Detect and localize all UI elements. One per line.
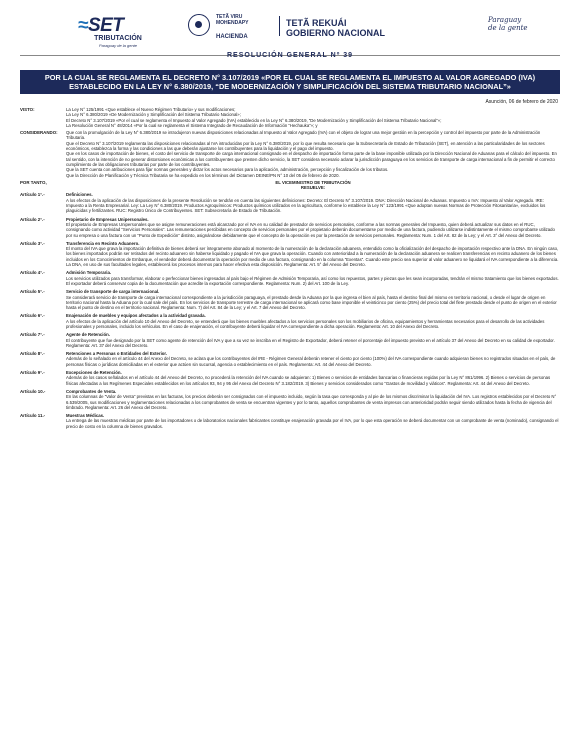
article-title: Transferencia en Recinto Aduanero. <box>66 240 140 246</box>
por-tanto-label: POR TANTO, <box>20 179 47 185</box>
set-logo-text: SET <box>87 15 124 36</box>
set-logo-sub: Paraguay de la gente <box>98 43 138 48</box>
article <box>20 332 560 348</box>
article-label: Artículo 1°.- <box>20 192 45 198</box>
resolution-date: Asunción, 06 de febrero de 2020 <box>485 99 558 105</box>
article-label: Artículo 8°.- <box>20 351 45 357</box>
hacienda-seal-icon <box>188 14 210 36</box>
article-label: Artículo 2°.- <box>20 216 45 222</box>
article-label: Artículo 7°.- <box>20 332 45 338</box>
por-tanto-section <box>20 180 560 191</box>
article-text: El contribuyente que fue designado por la SET como agente de retención del IVA y que a su vez se inscriba en el Registro de Exportador, deberá retener el porcentaje del impuesto previsto en el artículo 37 del Anexo del Decreto en su calidad de exportador. Reglamenta: Art. 37 del Anexo del Decreto. <box>66 337 555 348</box>
gobierno-nacional-logo <box>286 18 385 38</box>
articles-list <box>20 192 560 429</box>
paraguay-de-la-gente-logo <box>488 16 528 32</box>
article <box>20 192 560 213</box>
article <box>20 413 560 429</box>
article <box>20 241 560 267</box>
considerando-line: Que la SET cuenta con atribuciones para fijar normas generales y dictar los actos necesarios para la aplicación, administración, percepción y fiscalización de los tributos. <box>66 167 389 173</box>
article-text: El monto del IVA que grava la importación definitiva de bienes deberá ser íntegramente abonado al momento de la numeración de la declaración aduanera, entendido como la oficialización del despacho de importación respectivo ante la DNA. En ningún caso, los bienes importados podrán ser retirados del recinto aduanero sin haberse liquidado y pagado el IVA que grava la operación. Cuando con anterioridad a la numeración de la declaración aduanera se realicen transferencias en recinto aduanero de los bienes incluidos en los Conocimientos de Embarque, el vendedor deberá documentar la operación por medio de una factura, consignando en la columna “Exentas”. Cuando este precio sea superior al valor aduanero se liquidará el IVA correspondiente a la diferencia. La DNA, en uso de sus facultades legales, establecerá los procesos internos para hacer efectiva esta disposición. Reglamenta: Art. 5° del Anexo del Decreto. <box>66 246 559 268</box>
article <box>20 217 560 238</box>
article-label: Artículo 6°.- <box>20 313 45 319</box>
article-title: Agente de Retención. <box>66 332 110 338</box>
visto-line: La Ley N° 125/1991 «Que establece el Nuevo Régimen Tributario» y sus modificaciones; <box>66 107 236 112</box>
article-label: Artículo 3°.- <box>20 240 45 246</box>
article-title: Definiciones. <box>66 192 93 198</box>
considerando-line: Que el Decreto N° 3.107/2019 reglamenta las disposiciones relacionadas al IVA introducidas por la Ley N° 6.380/2019, por lo que resulta necesario que la Subsecretaría de Estado de Tributación (SET), en atención a las particularidades de los sectores económicos, establezca la forma y las condiciones a las que deberán ajustarse los contribuyentes para la liquidación y el pago del impuesto. <box>66 140 545 152</box>
visto-line: El Decreto N° 3.107/2019 «Por el cual se reglamenta el Impuesto al Valor Agregado (IVA) establecido en la Ley N° 6.380/2019, “De Modernización y Simplificación del Sistema Tributario Nacional”»; <box>66 117 442 123</box>
article-title: Enajenación de muebles y equipos afectados a la actividad gravada. <box>66 313 206 319</box>
article <box>20 270 560 286</box>
article-label: Artículo 5°.- <box>20 289 45 295</box>
article-label: Artículo 10.- <box>20 388 46 394</box>
authority: EL VICEMINISTRO DE TRIBUTACIÓN <box>275 179 351 185</box>
article-text: Se considerará servicio de transporte de carga internacional correspondiente a la jurisdicción paraguaya, el prestado desde la Aduana por la que ingresa el bien al país, hasta el destino final del mismo en territorio nacional, o desde el lugar de origen en territorio nacional hasta la Aduana por la cual sale del país. En los servicios de transporte terrestre de carga internacional se aplicará como base imponible el veinticinco por ciento (25%) del precio total del flete prestado desde el punto de origen en el exterior hasta el punto de destino en el territorio nacional. Reglamenta: Num. 7) del Art. 84 de la Ley; y el Art. 7 del Anexo del Decreto. <box>66 294 557 311</box>
article-label: Artículo 11.- <box>20 413 46 419</box>
article-label: Artículo 9°.- <box>20 370 45 376</box>
visto-label: VISTO: <box>20 107 35 112</box>
article-title: Muestras Médicas. <box>66 413 105 419</box>
article <box>20 351 560 367</box>
article <box>20 289 560 310</box>
py-line2: de la gente <box>488 24 528 32</box>
article-title: Comprobantes de Venta. <box>66 388 117 394</box>
considerando-text <box>66 130 560 178</box>
gov-line1: TETÃ REKUÁI <box>286 18 347 28</box>
article-text: A los efectos de la aplicación de las disposiciones de la presente Resolución se tendrán en cuenta las siguientes definiciones: Decreto: El Decreto N° 3.107/2019. DNA: Dirección Nacional de Aduanas. Impuesto o IVA: Impuesto al Valor Agregado. IRE: Impuesto a la Renta Empresarial. Ley: La Ley N° 6.380/2019. Productos Agroquímicos: Productos químicos utilizados en la agricultura, conforme lo establece la Ley N° 123/1991 «Que adoptan nuevas Normas de Protección Fitosanitaria», excluidos los plaguicidas y fertilizantes. RUC: Registro Único de Contribuyentes. SET: Subsecretaría de Estado de Tributación. <box>66 197 546 214</box>
resolution-number: RESOLUCIÓN GENERAL Nº 39 <box>227 52 353 59</box>
gov-divider <box>274 16 280 36</box>
visto-section <box>20 107 560 128</box>
resolution-title: POR LA CUAL SE REGLAMENTA EL DECRETO N° 3.107/2019 «POR EL CUAL SE REGLAMENTA EL IMPUESTO AL VALOR AGREGADO (IVA) ESTABLECIDO EN LA LEY N° 6.380/2019, “DE MODERNIZACIÓN Y SIMPLIFICACIÓN DEL SISTEMA TRIBUTARIO NACIONAL”» <box>20 70 560 94</box>
considerando-section <box>20 130 560 178</box>
gov-line2: GOBIERNO NACIONAL <box>286 28 385 38</box>
article-label: Artículo 4°.- <box>20 270 45 276</box>
py-line1: Paraguay <box>488 16 522 24</box>
considerando-label: CONSIDERANDO: <box>20 130 58 136</box>
article <box>20 370 560 386</box>
hacienda-logo-line1: TETÃ VIRU MOHENDAPY <box>216 14 249 26</box>
article-text: Además de los casos señalados en el artículo 44 del Anexo del Decreto, no procederá la retención del IVA cuando se adquieran: 1) Bienes o servicios de entidades bancarias o financieras regidas por la Ley N° 861/1996. 2) Bienes o servicios de personas físicas afectadas a los Regímenes Especiales establecidos en los artículos 93, 94 y 95 del Anexo del Decreto N° 3.182/2019. 3) Bienes y servicios considerados como “Gastos de movilidad y viáticos”. Reglamenta: Art. 44 del Anexo del Decreto. <box>66 375 551 386</box>
article <box>20 313 560 329</box>
article-title: Propietario de Empresas Unipersonales. <box>66 216 149 222</box>
considerando-line: Que con la promulgación de la Ley N° 6.380/2019 se introdujeron nuevas disposiciones relacionadas al Impuesto al Valor Agregado (IVA) con el objeto de lograr una mejor gestión en la percepción y control del impuesto por parte de la Administración Tributaria. <box>66 130 541 141</box>
considerando-line: Que en los casos de importación de bienes, el costo del servicio de transporte de carga internacional consignado en el despacho de importación forma parte de la base imponible utilizada por la Dirección Nacional de Aduanas para el cálculo del impuesto. En tal sentido, con la intención de no generar distorsiones económicas a los contribuyentes que presten dicho servicio, la SET considera necesario aclarar la jurisdicción paraguaya en los servicios de transporte de carga internacional a fin de permitir el correcto cumplimiento de las obligaciones tributarias por parte de los contribuyentes. <box>66 151 557 167</box>
visto-line: La Ley N° 6.380/2019 «De Modernización y Simplificación del Sistema Tributario Nacional»; <box>66 112 241 118</box>
article-title: Servicio de transporte de carga internacional. <box>66 289 160 295</box>
article-title: Retenciones a Personas o Entidades del Exterior. <box>66 351 168 357</box>
article-text: En las columnas de “Valor de Venta” previstas en las facturas, los precios deberán ser consignados con el impuesto incluido, según la tasa que corresponda y al pie de los mismos discriminar la liquidación del IVA. Los registros establecidos por el Decreto N° 6.539/2005, sus modificaciones y reglamentaciones relacionadas a los comprobantes de venta se encuentran vigentes y por lo tanto, aquellos comprobantes de venta impresos con anterioridad podrán seguir siendo utilizados hasta la fecha de vigencia del timbrado. Reglamenta: Art. 26 del Anexo del Decreto. <box>66 394 557 410</box>
resolution-body <box>20 107 560 429</box>
article-text: A los efectos de la aplicación del artículo 10 del Anexo del Decreto, se entenderá que los bienes muebles afectados a los servicios personales son los mobiliarios de oficina, equipamientos y herramientas necesarios para el desarrollo de las actividades profesionales y personales, incluido los vehículos. En el caso de enajenación, el contribuyente deberá liquidar el IVA correspondiente a dicha operación. Reglamenta: Art. 10 del Anexo del Decreto. <box>66 318 545 329</box>
visto-text <box>66 107 560 128</box>
page-header <box>20 6 560 56</box>
article-text: Además de lo señalado en el artículo 44 del Anexo del Decreto, se aclara que los contribuyentes del IRE - Régimen General deberán retener el ciento por ciento (100%) del IVA correspondiente cuando adquieran bienes no registrados situados en el país, de personas físicas o jurídicas domiciliadas en el exterior que actúen sin sucursal, agencia o establecimiento en el país. Reglamenta: Art. 44 del Anexo del Decreto. <box>66 356 556 367</box>
resuelve: RESUELVE: <box>300 185 326 191</box>
article-text: La entrega de las muestras médicas por parte de los importadores o de laboratorios nacionales fabricantes constituye enajenación gravada por el IVA, por lo que esta operación se deberá documentar con un comprobante de venta (nominado), consignando el precio de costo en la columna de bienes gravados. <box>66 418 559 429</box>
article <box>20 389 560 410</box>
article-title: Admisión Temporaria. <box>66 270 112 276</box>
set-logo: ≈SET TRIBUTACIÓN Paraguay de la gente <box>78 16 158 48</box>
article-text: El propietario de Empresas Unipersonales que se asigne remuneraciones está alcanzado por el IVA en su calidad de prestador de servicios personales, conforme a las normas generales del Impuesto, quien deberá actualizar sus datos en el RUC, consignando como actividad “Servicios Personales”. Las remuneraciones percibidas en concepto de servicios personales por el propietario deberán documentarse por medio de una factura, pudiendo utilizarse indistintamente el mismo comprobante utilizado por su empresa o una factura con un “Punto de Expedición” distinto, asignándose debidamente que el concepto de la operación es por la prestación de servicios personales. Reglamenta: Num. 1 del Art. 82 de la Ley; y el Art. 3° del Anexo del Decreto. <box>66 221 555 238</box>
article-title: Excepciones de Retención. <box>66 370 122 376</box>
hacienda-logo-line2: HACIENDA <box>216 34 248 40</box>
article-text: Los servicios utilizados para transformar, elaborar o perfeccionar bienes ingresados al país bajo el Régimen de Admisión Temporaria, así como los repuestos, partes y piezas que les sean incorporadas, tendrán el mismo tratamiento que los bienes exportados. El exportador deberá conservar copia de la documentación que acredite la exportación correspondiente. Reglamenta: Num. 2) del Art. 100 de la Ley. <box>66 275 559 286</box>
set-logo-tributacion: TRIBUTACIÓN <box>94 35 142 42</box>
considerando-line: Que la Dirección de Planificación y Técnica Tributaria se ha expedido en los términos del Dictamen DEINE/PN N° 10 del 05 de febrero de 2020. <box>66 172 340 178</box>
visto-line: La Resolución General N° 48/2014 «Por la cual se reglamenta el Sistema Integrado de Recaudación de Información “Hechauka”»; y <box>66 122 318 128</box>
